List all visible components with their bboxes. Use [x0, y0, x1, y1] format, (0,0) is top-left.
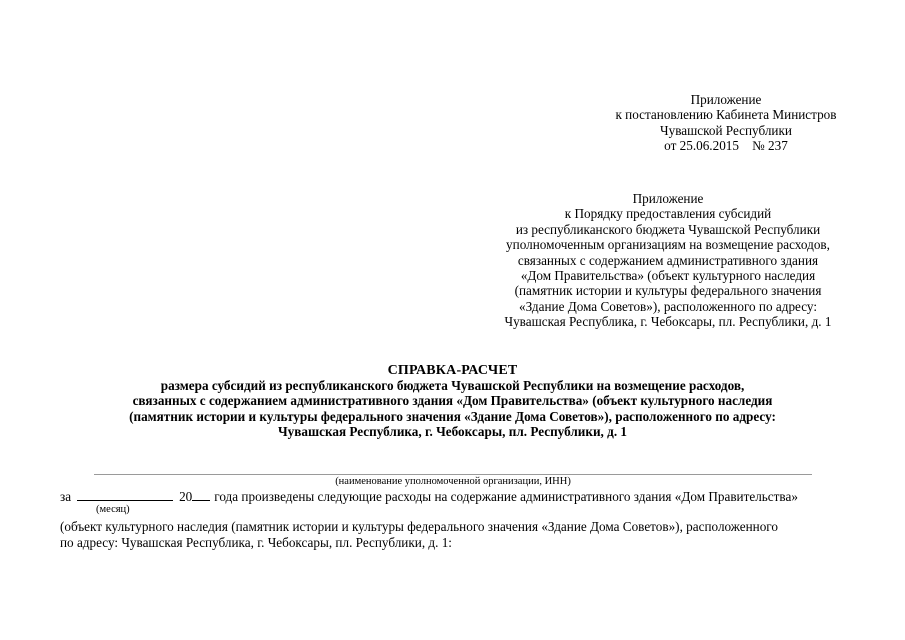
- year-blank-field[interactable]: [192, 489, 210, 501]
- appendix-order-line: (памятник истории и культуры федерального значения: [514, 283, 822, 299]
- document-subtitle-line: (памятник истории и культуры федерального значения «Здание Дома Советов»), расположенного по адресу:: [129, 408, 776, 424]
- appendix-order-line: «Дом Правительства» (объект культурного наследия: [520, 268, 816, 284]
- appendix-resolution-line: к постановлению Кабинета Министров: [615, 107, 837, 123]
- address-line: по адресу: Чувашская Республика, г. Чебоксары, пл. Республики, д. 1:: [60, 535, 452, 550]
- organization-name-field[interactable]: [94, 474, 812, 475]
- object-description-line: (объект культурного наследия (памятник истории и культуры федерального значения «Здание Дома Советов»), расположенного: [60, 519, 778, 534]
- document-title: СПРАВКА-РАСЧЕТ: [387, 363, 518, 378]
- appendix-order-block: [476, 191, 860, 330]
- appendix-order-line: «Здание Дома Советов»), расположенного по адресу:: [519, 298, 817, 314]
- appendix-order-line: к Порядку предоставления субсидий: [564, 206, 772, 222]
- appendix-order-line: уполномоченным организациям на возмещение расходов,: [506, 237, 830, 253]
- appendix-resolution-line: Приложение: [690, 92, 762, 107]
- appendix-order-line: связанных с содержанием административного здания: [517, 252, 819, 268]
- document-subtitle-line: связанных с содержанием административного здания «Дом Правительства» (объект культурного наследия: [132, 393, 773, 409]
- document-subtitle-line: размера субсидий из республиканского бюджета Чувашской Республики на возмещение расходов,: [160, 378, 745, 394]
- appendix-order-line: Приложение: [632, 191, 704, 206]
- appendix-resolution-block: [600, 92, 852, 154]
- period-statement-line: [60, 489, 798, 504]
- document-title-block: [60, 363, 845, 439]
- year-prefix: 20: [179, 489, 193, 504]
- month-blank-field[interactable]: [77, 489, 173, 501]
- period-prefix: за: [60, 489, 72, 504]
- organization-field-caption: (наименование уполномоченной организации, ИНН): [335, 476, 571, 487]
- appendix-resolution-line: от 25.06.2015 № 237: [664, 138, 788, 154]
- period-statement-text: года произведены следующие расходы на содержание административного здания «Дом Правительства»: [214, 489, 798, 504]
- appendix-order-line: Чувашская Республика, г. Чебоксары, пл. Республики, д. 1: [504, 314, 832, 330]
- appendix-resolution-line: Чувашской Республики: [660, 122, 792, 138]
- month-field-caption: (месяц): [96, 504, 130, 515]
- document-subtitle-line: Чувашская Республика, г. Чебоксары, пл. Республики, д. 1: [277, 423, 628, 439]
- appendix-order-line: из республиканского бюджета Чувашской Республики: [515, 221, 821, 237]
